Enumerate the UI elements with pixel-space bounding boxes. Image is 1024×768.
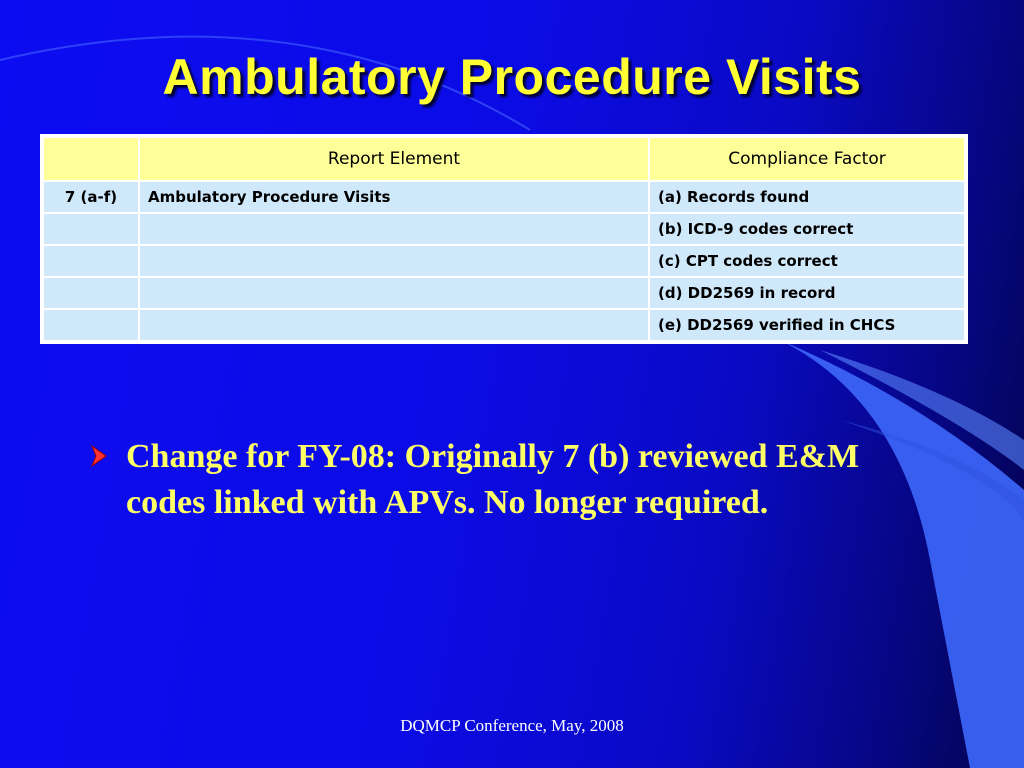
- table-header-row: [43, 137, 965, 181]
- bullet-item: [92, 434, 912, 526]
- bullet-text: Change for FY-08: Originally 7 (b) reviewed E&M codes linked with APVs. No longer required.: [126, 438, 860, 521]
- table-row: [43, 277, 965, 309]
- header-cell-blank: [43, 137, 139, 181]
- header-cell-compliance-factor: Compliance Factor: [649, 137, 965, 181]
- header-cell-report-element: Report Element: [139, 137, 649, 181]
- table-cell-compliance-factor: (b) ICD-9 codes correct: [649, 213, 965, 245]
- table-row: [43, 213, 965, 245]
- table-cell-element-id: [43, 277, 139, 309]
- table-cell-compliance-factor: (e) DD2569 verified in CHCS: [649, 309, 965, 341]
- table-cell-report-element: Ambulatory Procedure Visits: [139, 181, 649, 213]
- table-cell-compliance-factor: (a) Records found: [649, 181, 965, 213]
- table-cell-element-id: [43, 213, 139, 245]
- table-cell-element-id: [43, 309, 139, 341]
- slide-title: Ambulatory Procedure Visits: [162, 49, 862, 105]
- table-cell-report-element: [139, 213, 649, 245]
- table-cell-compliance-factor: (c) CPT codes correct: [649, 245, 965, 277]
- table-cell-report-element: [139, 245, 649, 277]
- table-cell-report-element: [139, 309, 649, 341]
- table-cell-element-id: 7 (a-f): [43, 181, 139, 213]
- compliance-table: [40, 134, 968, 344]
- table-row: [43, 245, 965, 277]
- table-cell-element-id: [43, 245, 139, 277]
- arrow-right-bullet-icon: [90, 444, 108, 468]
- table-cell-report-element: [139, 277, 649, 309]
- table-row: [43, 309, 965, 341]
- table-row: [43, 181, 965, 213]
- table-cell-compliance-factor: (d) DD2569 in record: [649, 277, 965, 309]
- slide-footer: DQMCP Conference, May, 2008: [400, 716, 624, 735]
